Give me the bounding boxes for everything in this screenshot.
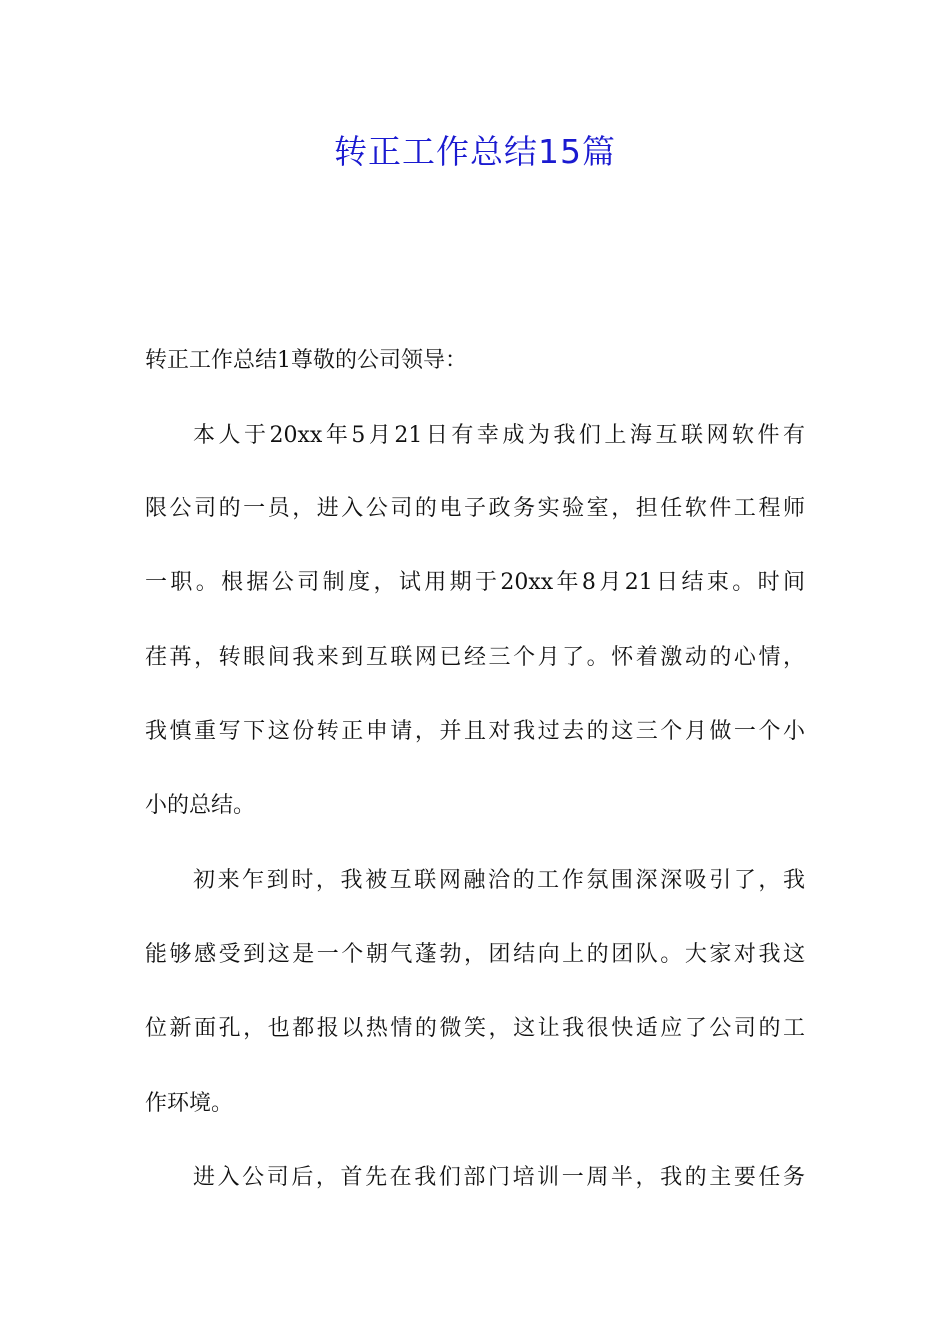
paragraph-1-line-2: 限公司的一员，进入公司的电子政务实验室，担任软件工程师: [145, 496, 805, 521]
paragraph-1-line-4: 荏苒，转眼间我来到互联网已经三个月了。怀着激动的心情，: [145, 645, 805, 670]
paragraph-2-line-4: 作环境。: [145, 1091, 234, 1116]
paragraph-1-line-6: 小的总结。: [145, 793, 256, 818]
paragraph-1-line-1: 本人于20xx年5月21日有幸成为我们上海互联网软件有: [193, 423, 805, 448]
document-title: 转正工作总结15篇: [334, 132, 616, 171]
paragraph-1-line-5: 我慎重写下这份转正申请，并且对我过去的这三个月做一个小: [145, 719, 805, 744]
paragraph-2-line-2: 能够感受到这是一个朝气蓬勃，团结向上的团队。大家对我这: [145, 942, 805, 967]
paragraph-1-line-3: 一职。根据公司制度，试用期于20xx年8月21日结束。时间: [145, 570, 805, 595]
paragraph-2-line-3: 位新面孔，也都报以热情的微笑，这让我很快适应了公司的工: [145, 1016, 805, 1041]
paragraph-2-line-1: 初来乍到时，我被互联网融洽的工作氛围深深吸引了，我: [193, 868, 805, 893]
salutation-line: 转正工作总结1尊敬的公司领导：: [145, 348, 467, 373]
paragraph-3-line-1: 进入公司后，首先在我们部门培训一周半，我的主要任务: [193, 1165, 805, 1190]
